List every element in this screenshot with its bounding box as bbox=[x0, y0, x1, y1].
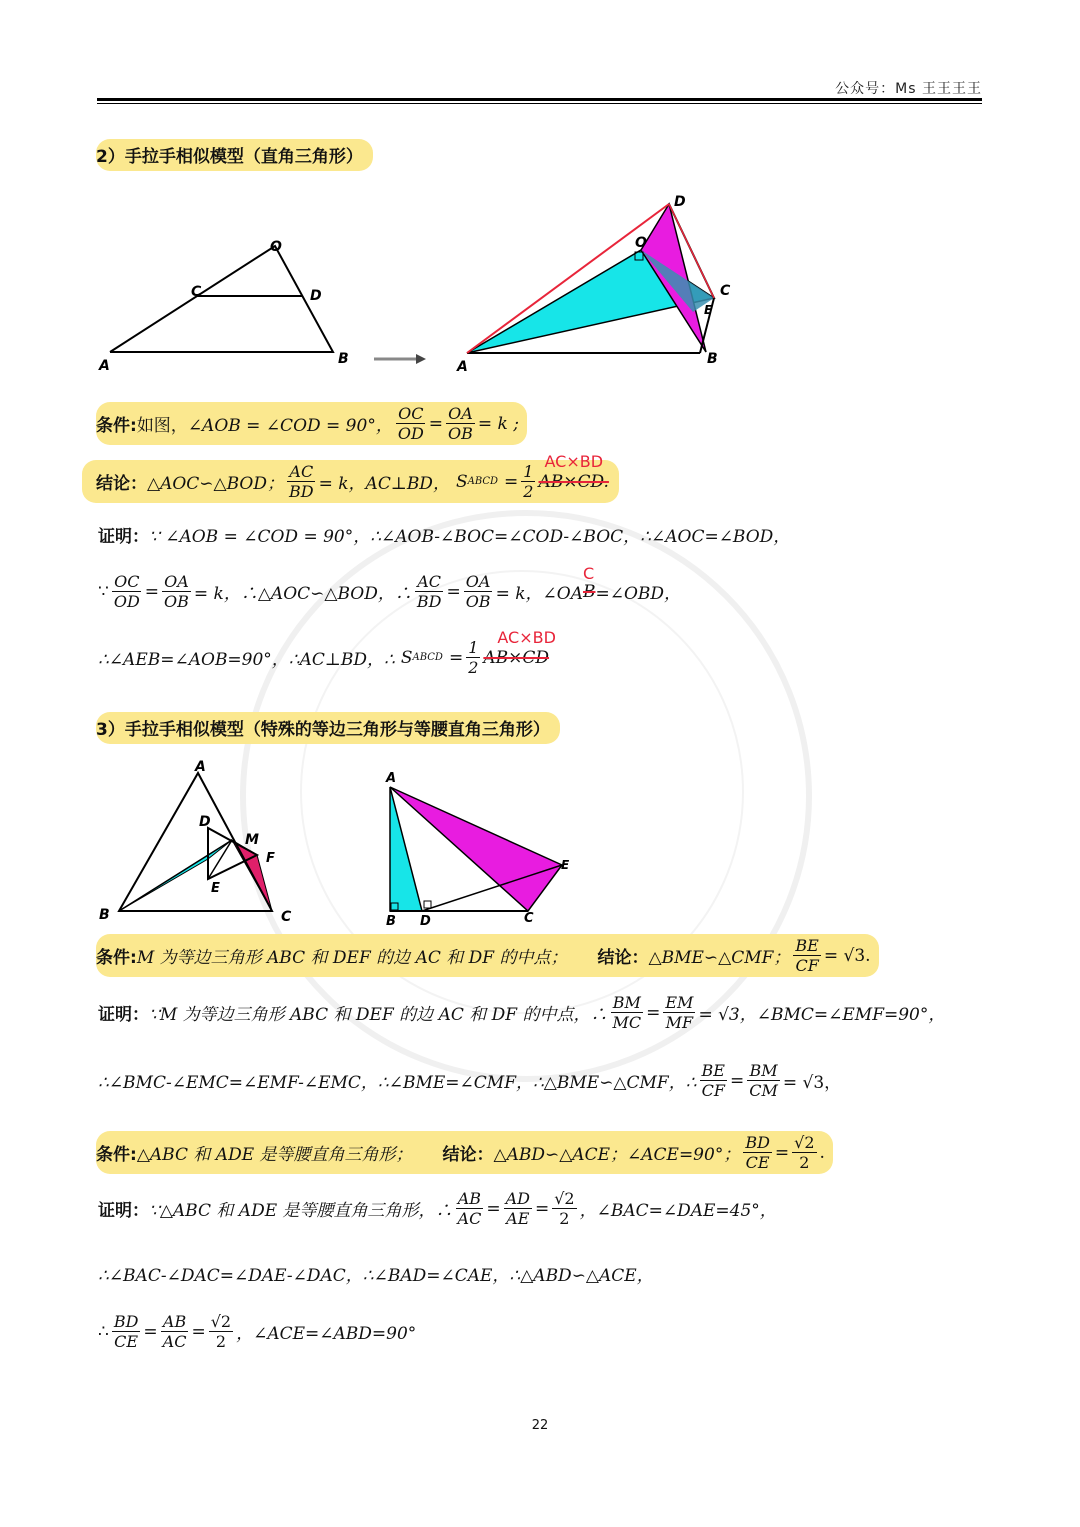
figure-similar-triangles bbox=[95, 230, 355, 375]
label-B: B bbox=[338, 351, 349, 367]
section2-proof-line2: ∵ $\frac{OC}{OD}$ = $\frac{OA}{OB}$ = k，∴△AOC∽△BOD，∴ $\frac{AC}{BD}$ = $\frac{OA}{OB}$ = k，∠OA B C =∠OBD， bbox=[98, 563, 682, 612]
section2-title: 2）手拉手相似模型（直角三角形） bbox=[96, 139, 373, 171]
svg-text:D: D bbox=[420, 914, 431, 929]
figure-equilateral-triangles bbox=[95, 755, 310, 930]
label-A: A bbox=[99, 358, 110, 374]
transform-arrow-icon bbox=[372, 352, 428, 366]
svg-text:B: B bbox=[386, 914, 396, 929]
label-D: D bbox=[674, 194, 686, 210]
section3-proof2-line2: ∴∠BAC-∠DAC=∠DAE-∠DAC，∴∠BAD=∠CAE，∴△ABD∽△ACE， bbox=[98, 1266, 654, 1286]
section3-condition2: 条件: △ABC 和 ADE 是等腰直角三角形； 结论： △ABD∽△ACE；∠ACE=90°； $\frac{BD}{CE}$ = $\frac{√2}{2}$ . bbox=[96, 1131, 833, 1174]
svg-text:E: E bbox=[211, 881, 220, 896]
label-C: C bbox=[720, 283, 731, 299]
label-C: C bbox=[191, 284, 202, 300]
section3-title: 3）手拉手相似模型（特殊的等边三角形与等腰直角三角形） bbox=[96, 712, 560, 744]
svg-text:C: C bbox=[524, 911, 534, 926]
label-D: D bbox=[310, 288, 322, 304]
svg-text:C: C bbox=[281, 909, 292, 925]
section3-proof1-line1: 证明： ∵M 为等边三角形 ABC 和 DEF 的边 AC 和 DF 的中点，∴ $\frac{BM}{MC}$ = $\frac{EM}{MF}$ = √3，∠BMC=∠EMF=90°， bbox=[98, 993, 946, 1033]
figure-isosceles-right-triangles bbox=[380, 765, 580, 930]
label-B: B bbox=[707, 351, 718, 367]
svg-text:D: D bbox=[199, 814, 211, 830]
section2-proof-line1: 证明： ∵ ∠AOB = ∠COD = 90°，∴∠AOB-∠BOC=∠COD-∠BOC，∴∠AOC=∠BOD， bbox=[98, 527, 791, 547]
svg-text:A: A bbox=[386, 771, 397, 786]
section3-proof1-line2: ∴∠BMC-∠EMC=∠EMF-∠EMC，∴∠BME=∠CMF，∴△BME∽△CMF，∴ $\frac{BE}{CF}$ = $\frac{BM}{CM}$ = √3， bbox=[98, 1061, 842, 1101]
section3-proof2-line3: ∴ $\frac{BD}{CE}$ = $\frac{AB}{AC}$ = $\frac{√2}{2}$ ，∠ACE=∠ABD=90° bbox=[98, 1312, 417, 1352]
label-O: O bbox=[270, 239, 282, 255]
svg-text:B: B bbox=[99, 907, 110, 923]
svg-text:F: F bbox=[266, 851, 275, 866]
svg-text:M: M bbox=[245, 832, 259, 848]
handwritten-correction: AC×BD bbox=[544, 451, 604, 471]
svg-text:E: E bbox=[561, 858, 570, 872]
figure-rotated-right-triangles bbox=[455, 190, 745, 375]
section3-condition1: 条件: M 为等边三角形 ABC 和 DEF 的边 AC 和 DF 的中点； 结论： △BME∽△CMF； $\frac{BE}{CF}$ = √3. bbox=[96, 934, 879, 977]
label-E: E bbox=[704, 303, 713, 317]
section3-proof2-line1: 证明： ∵△ABC 和 ADE 是等腰直角三角形，∴ $\frac{AB}{AC}$ = $\frac{AD}{AE}$ = $\frac{√2}{2}$ ，∠BAC=∠DAE=45°， bbox=[98, 1189, 777, 1229]
header-rule-thin bbox=[97, 103, 982, 104]
header-rule bbox=[97, 98, 982, 101]
svg-text:A: A bbox=[195, 759, 206, 775]
page-number: 22 bbox=[531, 1418, 549, 1433]
section2-proof-line3: ∴∠AEB=∠AOB=90°，∴AC⊥BD，∴ S ABCD = $\frac{1}{2}$ AB×CD AC×BD bbox=[98, 627, 556, 678]
section2-condition: 条件: 如图， ∠AOB = ∠COD = 90°， $\frac{OC}{OD}$ = $\frac{OA}{OB}$ = k ; bbox=[96, 402, 527, 445]
section2-conclusion: 结论： △AOC∽△BOD； $\frac{AC}{BD}$ = k， AC⊥BD， S ABCD = $\frac{1}{2}$ AB×CD. AC×BD bbox=[82, 460, 619, 503]
label-O: O bbox=[635, 235, 647, 251]
label-A: A bbox=[457, 359, 468, 375]
header-account: 公众号：Ms 王王王王 bbox=[835, 81, 982, 97]
